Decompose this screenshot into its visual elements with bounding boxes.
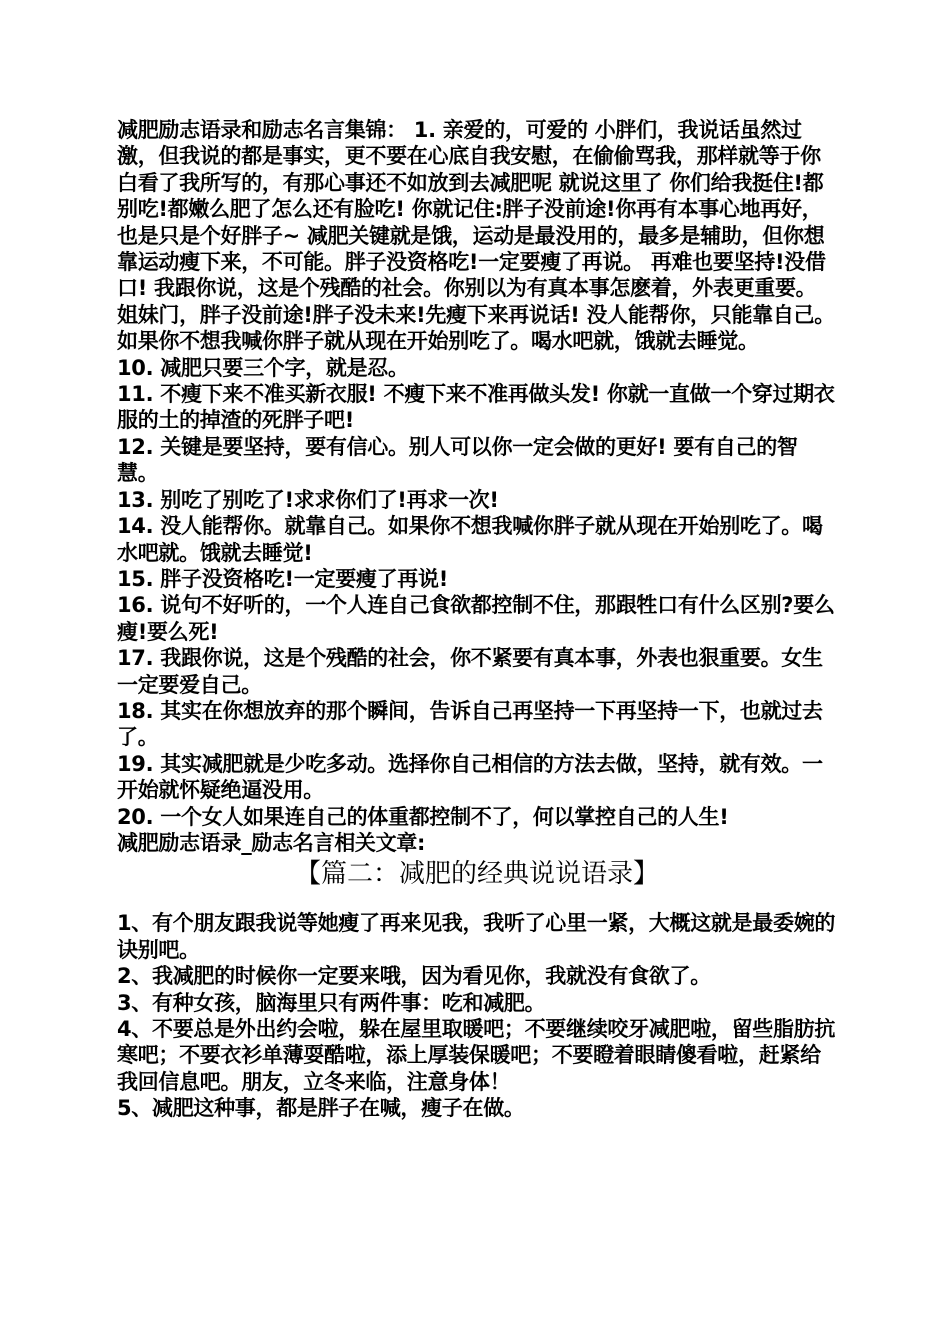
quote-item-13: 13. 别吃了别吃了!求求你们了!再求一次! — [117, 487, 499, 512]
quote-item-16: 16. 说句不好听的，一个人连自己食欲都控制不住，那跟牲口有什么区别?要么瘦!要么死! — [117, 593, 835, 644]
section-item-4: 4、不要总是外出约会啦，躲在屋里取暖吧；不要继续咬牙减肥啦，留些脂肪抗寒吧；不要衣衫单薄耍酷啦，添上厚装保暖吧；不要瞪着眼睛傻看啦，赶紧给我回信息吧。朋友，立冬来临，注意身体！ — [117, 1017, 836, 1094]
section-item-5: 5、减肥这种事，都是胖子在喊，瘦子在做。 — [117, 1096, 525, 1121]
quote-item-14: 14. 没人能帮你。就靠自己。如果你不想我喊你胖子就从现在开始别吃了。喝水吧就。饿就去睡觉! — [117, 514, 823, 565]
quote-item-17: 17. 我跟你说，这是个残酷的社会，你不紧要有真本事，外表也狠重要。女生一定要爱自己。 — [117, 646, 823, 697]
quote-item-10: 10. 减肥只要三个字，就是忍。 — [117, 355, 409, 380]
section-item-3: 3、有种女孩，脑海里只有两件事：吃和减肥。 — [117, 990, 546, 1015]
quote-item-15: 15. 胖子没资格吃!一定要瘦了再说! — [117, 566, 448, 591]
related-articles-label: 减肥励志语录_励志名言相关文章: — [117, 830, 426, 855]
quote-item-12: 12. 关键是要坚持，要有信心。别人可以你一定会做的更好! 要有自己的智慧。 — [117, 434, 798, 486]
quote-item-20: 20. 一个女人如果连自己的体重都控制不了，何以掌控自己的人生! — [117, 804, 729, 829]
intro-paragraph: 减肥励志语录和励志名言集锦： 1. 亲爱的，可爱的 小胖们，我说话虽然过激，但我说的都是事实，更不要在心底自我安慰，在偷偷骂我，那样就等于你白看了我所写的，有那心事还不如放到去减肥呢 就说这里了 你们给我挺住!都别吃!都嫩么肥了怎么还有脸吃! 你就记住:胖子没前途!你再有本事心地再好，也是只是个好胖子~ 减肥关键就是饿，运动是最没用的，最多是辅助，但你想靠运动瘦下来，不可能。胖子没资格吃!一定要瘦了再说。 再难也要坚持!没借口! 我跟你说，这是个残酷的社会。你别以为有真本事怎麽着，外表更重要。 姐妹门，胖子没前途!胖子没未来!先瘦下来再说话! 没人能帮你，只能靠自己。如果你不想我喊你胖子就从现在开始别吃了。喝水吧就，饿就去睡觉。 — [117, 118, 835, 354]
document-body — [117, 117, 837, 1122]
quote-item-19: 19. 其实减肥就是少吃多动。选择你自己相信的方法去做，坚持，就有效。一开始就怀疑绝逼没用。 — [117, 751, 823, 803]
quote-item-18: 18. 其实在你想放弃的那个瞬间，告诉自己再坚持一下再坚持一下，也就过去了。 — [117, 698, 823, 750]
section-item-1: 1、有个朋友跟我说等她瘦了再来见我，我听了心里一紧，大概这就是最委婉的诀别吧。 — [117, 911, 836, 962]
quote-item-11: 11. 不瘦下来不准买新衣服! 不瘦下来不准再做头发! 你就一直做一个穿过期衣服的土的掉渣的死胖子吧! — [117, 382, 835, 433]
section-title: 【篇二：减肥的经典说说语录】 — [294, 859, 659, 890]
section-item-2: 2、我减肥的时候你一定要来哦，因为看见你，我就没有食欲了。 — [117, 964, 711, 989]
